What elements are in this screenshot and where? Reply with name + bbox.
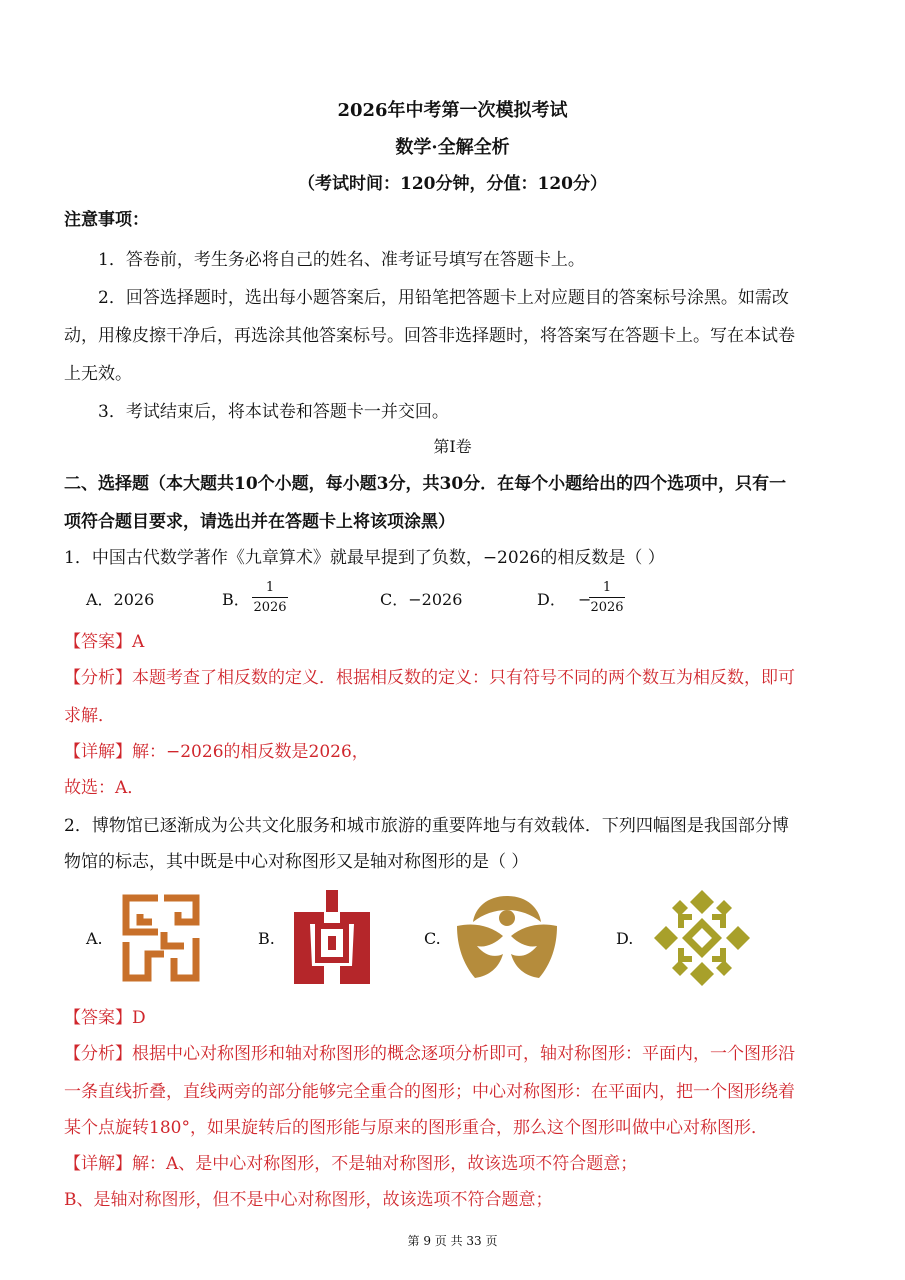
analysis-tag: 【分析】 xyxy=(64,668,132,688)
q1-analysis-line-1 xyxy=(64,666,795,690)
notice-item-2-line-1: 2．回答选择题时，选出每小题答案后，用铅笔把答题卡上对应题目的答案标号涂黑。如需改 xyxy=(98,288,789,308)
q2-analysis-line-3: 某个点旋转180°，如果旋转后的图形能与原来的图形重合，那么这个图形叫做中心对称图形． xyxy=(64,1118,768,1138)
answer-value: A xyxy=(132,632,145,652)
q1-option-d-label: D． xyxy=(537,590,566,609)
q2-option-a-label: A. xyxy=(86,929,103,948)
q2-analysis-line-1 xyxy=(64,1042,795,1066)
notice-item-1: 1．答卷前，考生务必将自己的姓名、准考证号填写在答题卡上。 xyxy=(98,250,585,270)
detail-tag: 【详解】 xyxy=(64,742,132,762)
section-heading-line-2: 项符合题目要求，请选出并在答题卡上将该项涂黑） xyxy=(64,512,455,532)
answer-value: D xyxy=(132,1008,146,1028)
fraction-bar xyxy=(589,597,625,598)
museum-logo-d-icon xyxy=(652,888,752,988)
q1-option-b-label: B． xyxy=(222,590,250,609)
analysis-text: 本题考查了相反数的定义．根据相反数的定义：只有符号不同的两个数互为相反数，即可 xyxy=(132,668,795,688)
q2-stem-line-1: 2．博物馆已逐渐成为公共文化服务和城市旅游的重要阵地与有效载体．下列四幅图是我国部分博 xyxy=(64,816,789,836)
q2-analysis-line-2: 一条直线折叠，直线两旁的部分能够完全重合的图形；中心对称图形：在平面内，把一个图形绕着 xyxy=(64,1082,795,1102)
museum-logo-a-icon xyxy=(118,892,204,984)
q2-option-d-label: D. xyxy=(616,929,634,948)
section-heading-line-1: 二、选择题（本大题共10个小题，每小题3分，共30分．在每个小题给出的四个选项中，只有一 xyxy=(64,474,787,494)
q1-option-b-numerator: 1 xyxy=(265,580,275,595)
q1-stem: 1．中国古代数学著作《九章算术》就最早提到了负数，−2026的相反数是（ ） xyxy=(64,548,665,568)
analysis-text: 根据中心对称图形和轴对称图形的概念逐项分析即可，轴对称图形：平面内，一个图形沿 xyxy=(132,1044,795,1064)
notice-item-2-line-2: 动，用橡皮擦干净后，再选涂其他答案标号。回答非选择题时，将答案写在答题卡上。写在本试卷 xyxy=(64,326,795,346)
q2-detail-line-1 xyxy=(64,1152,637,1176)
q1-option-d-fraction xyxy=(589,580,625,615)
detail-text: 解：A、是中心对称图形，不是轴对称图形，故该选项不符合题意； xyxy=(132,1154,638,1174)
volume-label: 第Ⅰ卷 xyxy=(433,437,472,456)
museum-logo-b-icon xyxy=(290,890,374,984)
q2-detail-line-2: B、是轴对称图形，但不是中心对称图形，故该选项不符合题意； xyxy=(64,1190,553,1210)
detail-tag: 【详解】 xyxy=(64,1154,132,1174)
notice-heading: 注意事项： xyxy=(64,210,149,230)
q2-stem-line-2: 物馆的标志，其中既是中心对称图形又是轴对称图形的是（ ） xyxy=(64,852,529,872)
q2-option-b-label: B. xyxy=(258,929,275,948)
q1-conclusion: 故选：A． xyxy=(64,778,145,798)
answer-tag: 【答案】 xyxy=(64,1008,132,1028)
page-title: 2026年中考第一次模拟考试 xyxy=(337,100,568,121)
q1-analysis-line-2: 求解． xyxy=(64,706,115,726)
q1-detail xyxy=(64,740,369,764)
q1-option-b-denominator: 2026 xyxy=(253,600,287,615)
notice-item-3: 3．考试结束后，将本试卷和答题卡一并交回。 xyxy=(98,402,449,422)
q1-option-a: A．2026 xyxy=(86,590,155,609)
q2-answer xyxy=(64,1006,146,1030)
q2-option-c-label: C. xyxy=(424,929,441,948)
q1-option-d-numerator: 1 xyxy=(602,580,612,595)
analysis-tag: 【分析】 xyxy=(64,1044,132,1064)
detail-text: 解：−2026的相反数是2026， xyxy=(132,742,369,762)
notice-item-2-line-3: 上无效。 xyxy=(64,364,132,384)
answer-tag: 【答案】 xyxy=(64,632,132,652)
museum-logo-c-icon xyxy=(455,892,559,980)
page-number: 第 9 页 共 33 页 xyxy=(407,1234,498,1248)
q1-option-c: C．−2026 xyxy=(380,590,463,609)
q1-option-d-denominator: 2026 xyxy=(590,600,624,615)
fraction-bar xyxy=(252,597,288,598)
exam-info: （考试时间：120分钟，分值：120分） xyxy=(298,174,607,194)
page-subtitle: 数学·全解全析 xyxy=(395,137,510,158)
q1-answer xyxy=(64,630,144,654)
q1-option-d-sign: − xyxy=(578,590,592,609)
q1-option-b-fraction xyxy=(252,580,288,615)
